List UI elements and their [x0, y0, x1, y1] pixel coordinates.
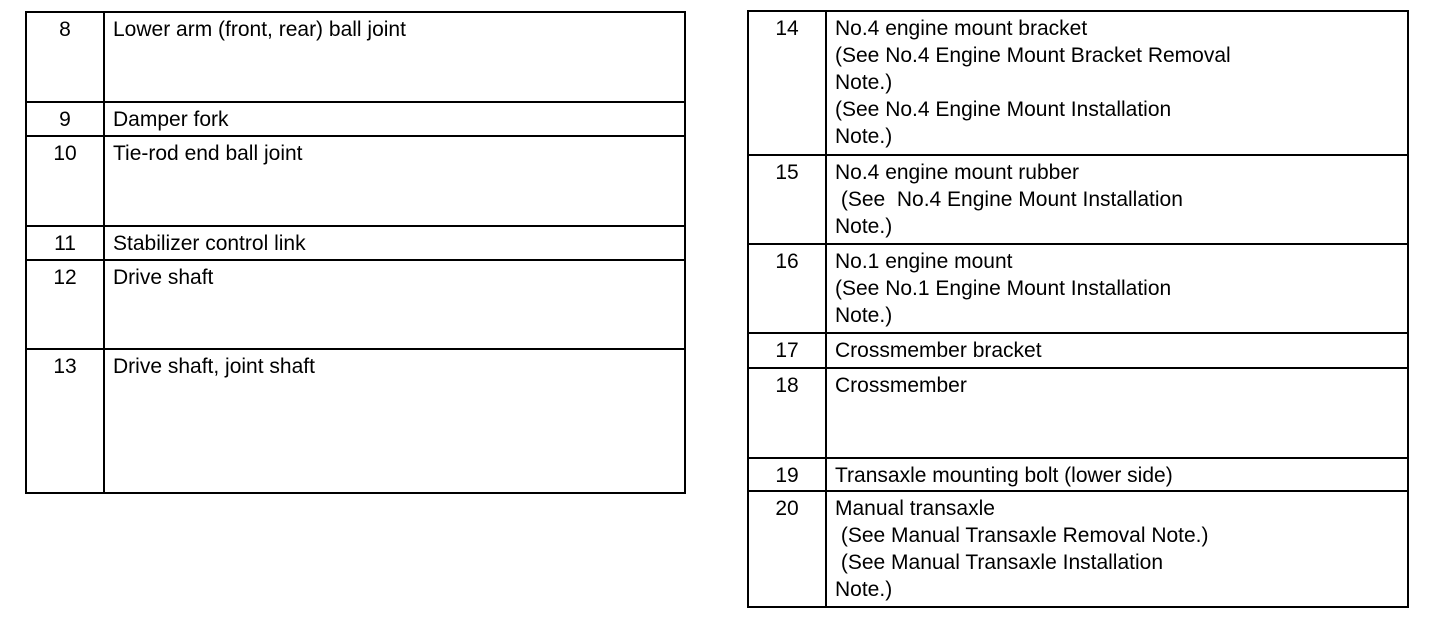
description-line: (See No.4 Engine Mount Bracket Removal: [835, 44, 1231, 67]
item-number: 11: [26, 226, 104, 260]
item-description: [826, 368, 1408, 458]
description-line: Transaxle mounting bolt (lower side): [835, 464, 1173, 487]
table-row: [26, 226, 685, 260]
description-line: Note.): [835, 125, 893, 148]
description-line: Lower arm (front, rear) ball joint: [113, 18, 406, 41]
item-number: 19: [748, 458, 826, 491]
item-description: [104, 12, 685, 102]
table-row: [748, 368, 1408, 458]
description-line: (See No.4 Engine Mount Installation: [835, 98, 1172, 121]
table-row: [26, 136, 685, 226]
item-number: 10: [26, 136, 104, 226]
item-number: 17: [748, 333, 826, 368]
table-row: [748, 333, 1408, 368]
item-number: 20: [748, 491, 826, 607]
table-row: [748, 11, 1408, 155]
table-row: [748, 458, 1408, 491]
parts-table-left: [25, 11, 686, 494]
description-line: No.4 engine mount bracket: [835, 17, 1088, 40]
description-line: No.1 engine mount: [835, 250, 1013, 273]
description-line: Crossmember: [835, 374, 967, 397]
item-number: 13: [26, 349, 104, 493]
item-description: [826, 333, 1408, 368]
description-line: Drive shaft, joint shaft: [113, 355, 315, 378]
description-line: No.4 engine mount rubber: [835, 161, 1079, 184]
description-line: Note.): [835, 71, 893, 94]
item-number: 12: [26, 260, 104, 349]
table-row: [748, 491, 1408, 607]
description-line: Note.): [835, 578, 893, 601]
table-row: [26, 12, 685, 102]
parts-table-right: [747, 10, 1409, 608]
item-number: 8: [26, 12, 104, 102]
table-row: [748, 155, 1408, 244]
description-line: Stabilizer control link: [113, 232, 306, 255]
item-number: 14: [748, 11, 826, 155]
item-description: [826, 11, 1408, 155]
item-number: 9: [26, 102, 104, 136]
description-line: (See Manual Transaxle Installation: [835, 551, 1164, 574]
description-line: Drive shaft: [113, 266, 214, 289]
item-description: [104, 260, 685, 349]
item-number: 16: [748, 244, 826, 333]
description-line: Crossmember bracket: [835, 339, 1042, 362]
description-line: Note.): [835, 304, 893, 327]
description-line: (See Manual Transaxle Removal Note.): [835, 524, 1209, 547]
item-description: [826, 491, 1408, 607]
item-description: [104, 349, 685, 493]
item-description: [826, 155, 1408, 244]
description-line: Tie-rod end ball joint: [113, 142, 303, 165]
description-line: Manual transaxle: [835, 497, 995, 520]
table-row: [26, 349, 685, 493]
table-row: [26, 260, 685, 349]
description-line: (See No.1 Engine Mount Installation: [835, 277, 1172, 300]
description-line: Damper fork: [113, 108, 229, 131]
item-description: [826, 244, 1408, 333]
item-number: 15: [748, 155, 826, 244]
item-description: [104, 226, 685, 260]
item-description: [104, 102, 685, 136]
table-row: [748, 244, 1408, 333]
description-line: Note.): [835, 215, 893, 238]
item-description: [104, 136, 685, 226]
table-row: [26, 102, 685, 136]
description-line: (See No.4 Engine Mount Installation: [835, 188, 1183, 211]
item-number: 18: [748, 368, 826, 458]
item-description: [826, 458, 1408, 491]
